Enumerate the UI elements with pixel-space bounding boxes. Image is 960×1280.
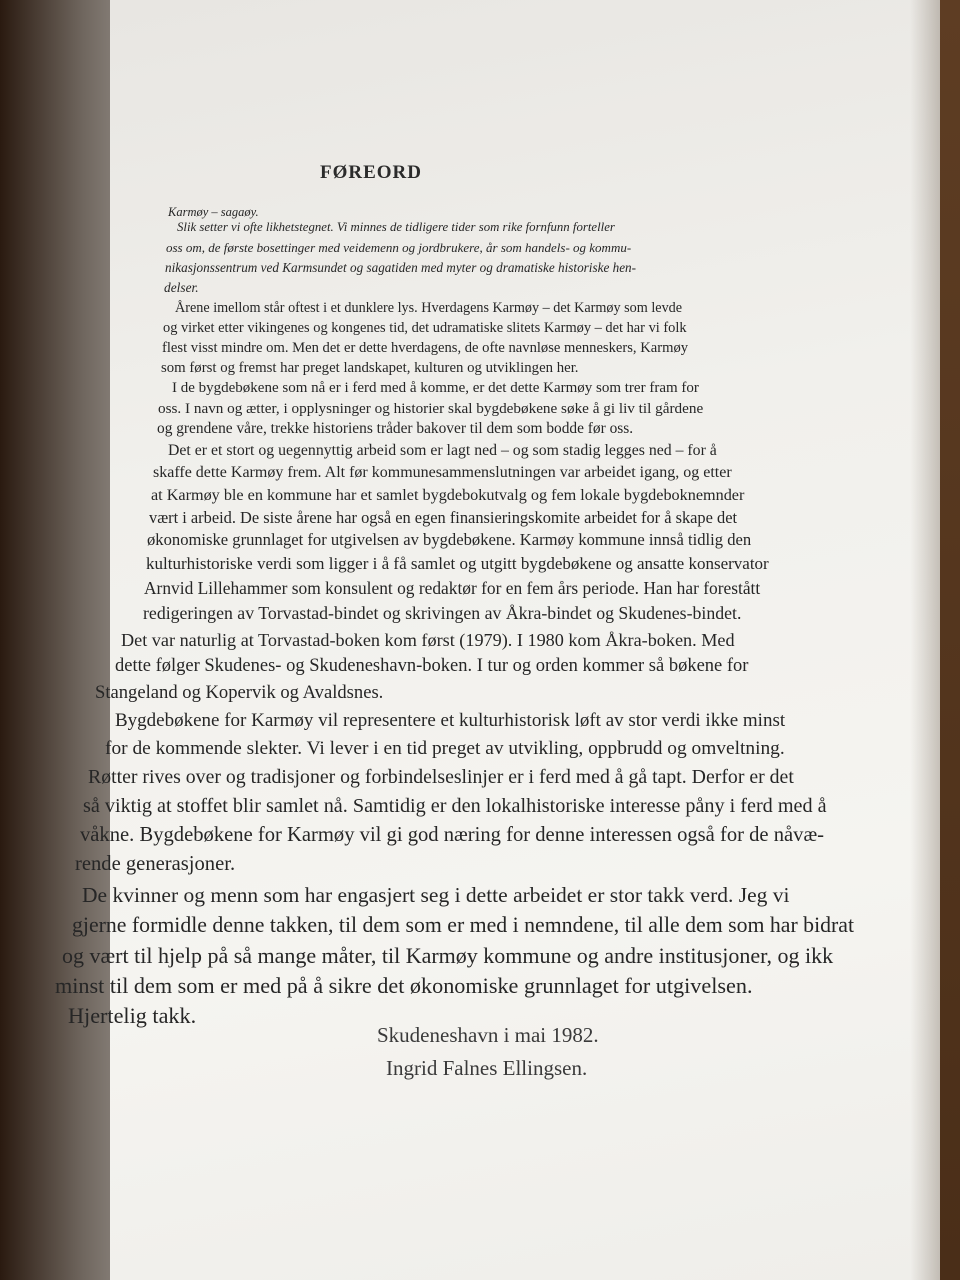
text-line: I de bygdebøkene som nå er i ferd med å komme, er det dette Karmøy som trer fram for: [172, 380, 699, 396]
text-line: at Karmøy ble en kommune har et samlet bygdebokutvalg og fem lokale bygdeboknemnder: [151, 486, 745, 504]
text-line: og grendene våre, trekke historiens tråder bakover til dem som bodde før oss.: [157, 420, 634, 437]
text-line: flest visst mindre om. Men det er dette hverdagens, de ofte navnløse menneskers, Karmøy: [162, 340, 689, 356]
text-line: økonomiske grunnlaget for utgivelsen av bygdebøkene. Karmøy kommune innså tidlig den: [147, 530, 752, 549]
text-line: rende generasjoner.: [75, 853, 236, 875]
text-line: og vært til hjelp på så mange måter, til Karmøy kommune og andre institusjoner, og ikk: [62, 943, 834, 968]
text-line: kulturhistoriske verdi som ligger i å få samlet og utgitt bygdebøkene og ansatte konservator: [146, 554, 769, 573]
text-line: oss om, de første bosettinger med veidemenn og jordbrukere, år som handels- og kommu-: [166, 240, 632, 255]
text-line: De kvinner og menn som har engasjert seg i dette arbeidet er stor takk verd. Jeg vi: [82, 883, 790, 907]
text-line: Det er et stort og uegennyttig arbeid som er lagt ned – og som stadig legges ned – for å: [168, 442, 717, 459]
text-line: nikasjonssentrum ved Karmsundet og sagatiden med myter og dramatiske historiske hen-: [165, 260, 637, 275]
text-line: Det var naturlig at Torvastad-boken kom først (1979). I 1980 kom Åkra-boken. Med: [121, 630, 735, 650]
text-line: så viktig at stoffet blir samlet nå. Samtidig er den lokalhistoriske interesse påny i ferd med å: [83, 795, 827, 817]
text-line: dette følger Skudenes- og Skudeneshavn-boken. I tur og orden kommer så bøkene for: [115, 656, 749, 676]
text-line: vært i arbeid. De siste årene har også en egen finansieringskomite arbeidet for å skape det: [149, 508, 738, 527]
text-line: redigeringen av Torvastad-bindet og skrivingen av Åkra-bindet og Skudenes-bindet.: [143, 603, 742, 623]
text-line: Årene imellom står oftest i et dunklere lys. Hverdagens Karmøy – det Karmøy som levde: [175, 300, 683, 316]
text-line: minst til dem som er med på å sikre det økonomiske grunnlaget for utgivelsen.: [55, 973, 753, 998]
text-line: Røtter rives over og tradisjoner og forbindelseslinjer er i ferd med å gå tapt. Derfor er det: [88, 766, 794, 788]
text-line: Hjertelig takk.: [68, 1003, 197, 1028]
page-title: FØREORD: [320, 162, 422, 183]
page-shadow: [910, 0, 940, 1280]
text-line: våkne. Bygdebøkene for Karmøy vil gi god næring for denne interessen også for de nåvæ-: [80, 824, 825, 846]
author-name: Ingrid Falnes Ellingsen.: [386, 1056, 588, 1080]
text-line: for de kommende slekter. Vi lever i en tid preget av utvikling, oppbrudd og omveltning.: [105, 738, 785, 759]
text-line: Bygdebøkene for Karmøy vil representere et kulturhistorisk løft av stor verdi ikke minst: [115, 710, 786, 731]
text-line: Slik setter vi ofte likhetstegnet. Vi minnes de tidligere tider som rike fornfunn forteller: [177, 220, 615, 234]
text-line: Arnvid Lillehammer som konsulent og redaktør for en fem års periode. Han har forestått: [144, 578, 761, 598]
text-line: skaffe dette Karmøy frem. Alt før kommunesammenslutningen var arbeidet igang, og etter: [153, 464, 732, 481]
text-line: og virket etter vikingenes og kongenes tid, det udramatiske slitets Karmøy – det har vi folk: [163, 320, 687, 336]
text-line: oss. I navn og ætter, i opplysninger og historier skal bygdebøkene søke å gi liv til gårdene: [158, 400, 704, 417]
text-line: Karmøy – sagaøy.: [168, 205, 259, 219]
text-line: som først og fremst har preget landskapet, kulturen og utviklingen her.: [161, 360, 579, 376]
place-date: Skudeneshavn i mai 1982.: [377, 1023, 599, 1047]
text-line: Stangeland og Kopervik og Avaldsnes.: [95, 682, 384, 703]
text-line: gjerne formidle denne takken, til dem som er med i nemndene, til alle dem som har bidrat: [72, 913, 855, 937]
text-line: delser.: [164, 280, 199, 295]
